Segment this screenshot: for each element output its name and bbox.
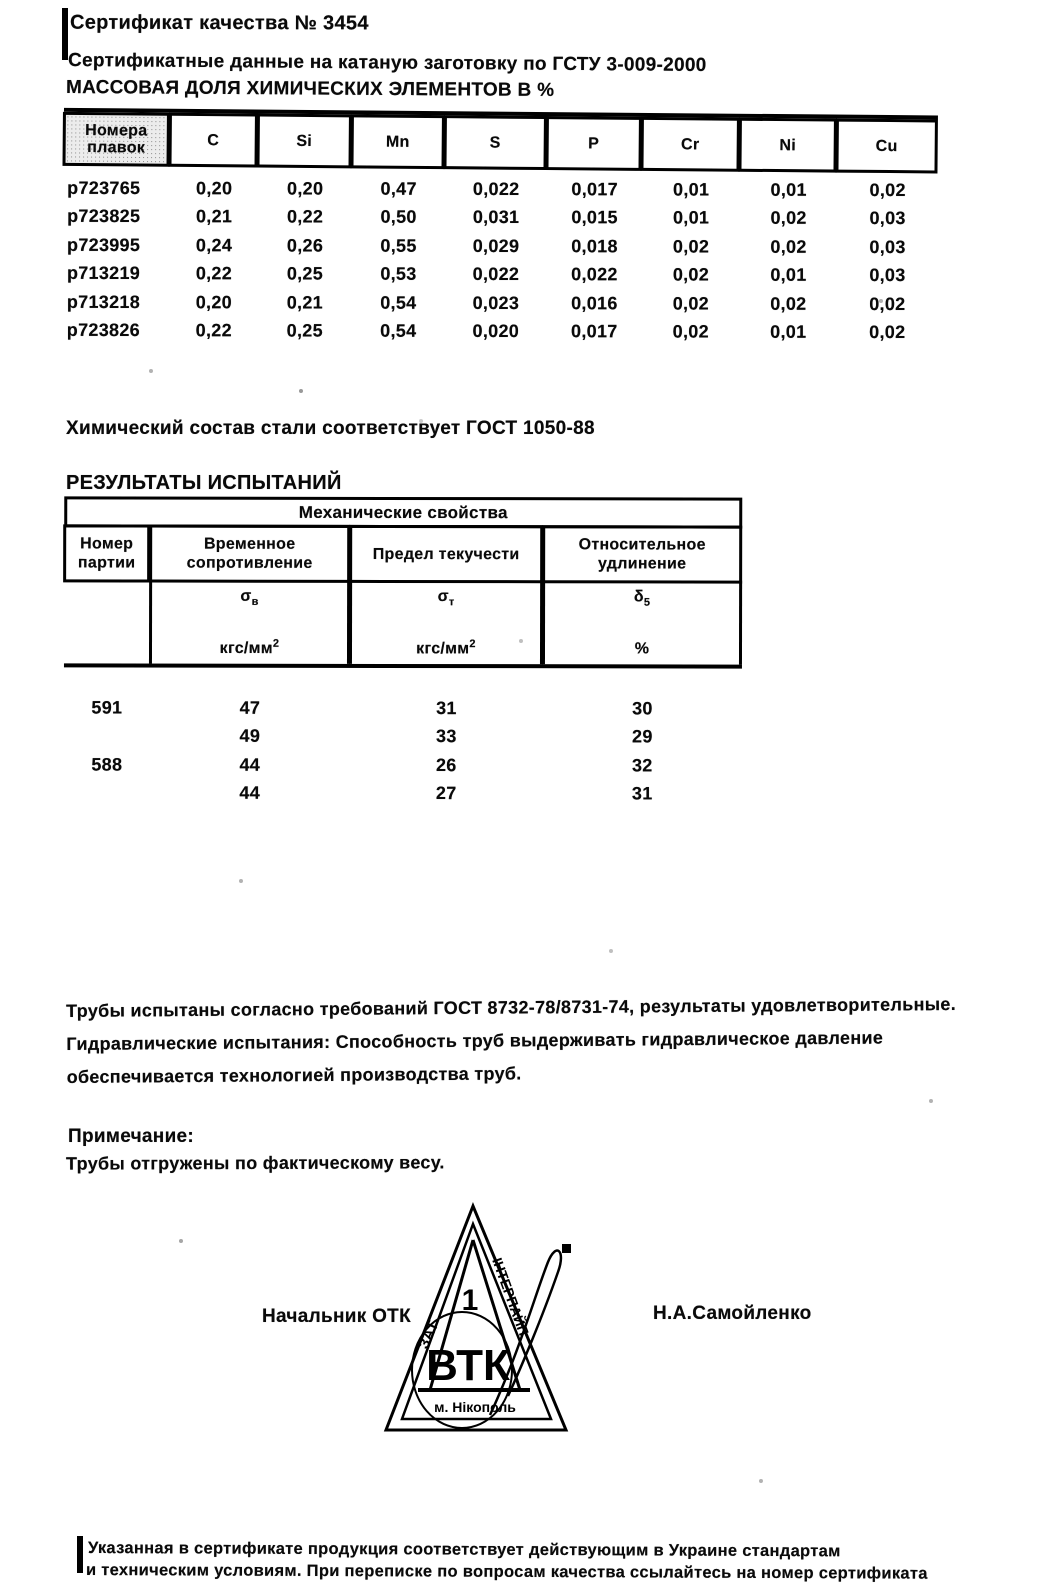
value-ni: 0,02 [770,207,807,229]
value-c: 0,24 [195,234,233,256]
chem-table-body [64,174,938,347]
value-p: 0,016 [571,292,618,314]
value-p: 0,017 [571,178,618,200]
elongation-value: 29 [632,726,653,747]
batch-number: 588 [91,754,123,775]
mech-symbol-yield [349,580,543,664]
heat-number: p723995 [67,234,141,255]
value-ni: 0,01 [770,321,807,343]
tests-line-1: Трубы испытаны согласно требований ГОСТ 8732-78/8731-74, результаты удовлетворительные. [66,994,957,1021]
batch-number [64,722,150,751]
certificate-title: Сертификат качества № 3454 [69,11,369,35]
value-ni: 0,02 [770,236,807,257]
stamp-side-right-text: ІНТЕРПАЙП [489,1255,533,1338]
chem-header-ni: Ni [738,118,836,173]
value-c: 0,22 [195,263,233,284]
batch-number: 591 [91,697,123,718]
chem-header-mn: Mn [350,114,444,169]
stamp-number: 1 [461,1284,479,1317]
table-row [64,750,742,780]
certificate-subtitle: Сертификатные данные на катаную заготовку по ГСТУ 3-009-2000 [67,50,707,77]
heat-number: p723825 [67,206,141,227]
mech-table-title: Механические свойства [64,496,742,528]
signature-role-label: Начальник ОТК [262,1306,411,1327]
mech-symbol-tensile [149,580,350,664]
value-cu: 0,02 [869,293,906,314]
value-si: 0,20 [287,178,324,199]
value-cu: 0,02 [869,322,906,343]
value-cr: 0,02 [672,236,710,257]
value-p: 0,022 [571,264,618,285]
tensile-value: 44 [239,754,261,775]
tests-paragraph [66,987,1032,1094]
yield-value: 31 [436,697,457,718]
chem-header-p: P [545,116,641,171]
tests-line-2: Гидравлические испытания: Способность труб выдерживать гидравлическое давление [66,1027,884,1054]
chem-header-s: S [443,115,546,170]
value-si: 0,22 [286,206,324,227]
value-cu: 0,02 [869,179,906,200]
stamp-outer-triangle [386,1206,566,1430]
value-p: 0,018 [571,235,618,257]
chem-header-c: C [168,113,257,168]
tensile-value: 44 [239,782,261,804]
value-si: 0,25 [286,263,324,284]
signature-pen-dot [562,1244,571,1253]
unit-superscript: 2 [469,637,476,650]
sigma-symbol: σ [240,587,252,605]
table-row [64,202,938,233]
tensile-value: 49 [239,725,261,747]
heat-number: p713219 [66,263,141,284]
mech-symbol-empty [63,579,150,663]
value-s: 0,022 [472,178,520,199]
note-line: Трубы отгружены по фактическому весу. [65,1152,445,1174]
elongation-value: 31 [631,783,653,804]
mech-header-batch: Номер партии [63,524,150,582]
unit-label: кгс/мм [219,639,273,657]
value-ni: 0,01 [770,264,807,286]
scan-noise [0,0,2,2]
mech-header-yield: Предел текучести [349,525,543,583]
value-mn: 0,47 [380,178,417,199]
table-row [64,693,742,723]
value-c: 0,20 [195,291,233,313]
chem-header-cu: Cu [835,119,937,174]
mechanical-properties-table [64,496,743,808]
table-row [64,316,938,347]
stamp-vtk-text: ВТК [426,1341,510,1390]
vtk-triangle-stamp [370,1200,690,1460]
unit-label: % [634,640,650,658]
delta-subscript: 5 [643,596,651,609]
elongation-value: 32 [631,755,653,776]
value-cu: 0,03 [869,236,906,257]
value-mn: 0,54 [380,320,417,342]
unit-superscript: 2 [272,637,280,650]
value-mn: 0,53 [380,263,417,285]
chem-table-caption: МАССОВАЯ ДОЛЯ ХИМИЧЕСКИХ ЭЛЕМЕНТОВ В % [65,77,555,101]
value-si: 0,25 [286,320,323,341]
table-row [64,174,938,205]
value-si: 0,26 [286,235,324,256]
value-mn: 0,55 [380,235,417,256]
signature-name-label: Н.А.Самойленко [653,1303,812,1324]
mech-symbol-elongation [542,580,742,664]
value-cu: 0,03 [869,208,906,229]
tensile-value: 47 [239,697,261,718]
tests-line-3: обеспечивается технологией производства труб. [66,1063,522,1087]
delta-symbol: δ [633,588,644,606]
value-p: 0,015 [571,207,618,228]
value-cr: 0,01 [672,207,710,228]
sigma-subscript: т [448,596,455,609]
note-heading: Примечание: [68,1126,195,1147]
mech-header-elongation: Относительное удлинение [542,525,742,583]
chemical-composition-table [64,108,938,346]
elongation-value: 30 [632,698,653,719]
value-c: 0,21 [195,206,233,227]
mech-table-body [64,693,742,808]
value-cr: 0,02 [672,321,709,342]
sigma-subscript: в [251,595,259,608]
value-s: 0,020 [472,321,520,342]
sigma-symbol: σ [437,588,449,606]
chem-table-header-row [63,108,937,174]
table-row [64,231,938,262]
yield-value: 33 [436,726,457,747]
value-mn: 0,54 [380,292,417,313]
stamp-city-text: м. Нікополь [434,1399,516,1415]
yield-value: 27 [435,783,457,804]
heat-number: p713218 [66,291,141,312]
chem-header-heats: Номера плавок [62,112,169,167]
value-ni: 0,02 [770,293,807,314]
value-cr: 0,02 [672,264,710,285]
mech-table-header-row [64,527,742,583]
table-row [64,779,742,809]
chem-header-si: Si [256,114,351,169]
value-ni: 0,01 [770,179,807,200]
yield-value: 26 [435,754,457,775]
unit-label: кгс/мм [416,640,470,658]
footer-line-2: и техническим условиям. При переписке по вопросам качества ссылайтесь на номер сертификата [85,1561,928,1583]
value-c: 0,22 [195,320,232,341]
footer-line-1: Указанная в сертификате продукция соответствует действующим в Украине стандартам [87,1539,841,1561]
value-s: 0,029 [472,235,520,256]
chem-header-cr: Cr [640,117,739,172]
value-mn: 0,50 [380,206,417,228]
heat-number: p723765 [67,177,141,198]
table-row [64,288,938,319]
mech-table-symbol-row [64,582,742,668]
value-s: 0,023 [472,292,520,313]
value-cu: 0,03 [869,265,906,286]
stamp-side-left-text: ЗАТ [415,1318,443,1352]
value-si: 0,21 [286,292,324,313]
table-row [64,722,742,752]
value-c: 0,20 [196,177,233,199]
value-cr: 0,01 [673,179,710,200]
value-s: 0,031 [472,207,520,228]
results-heading: РЕЗУЛЬТАТЫ ИСПЫТАНИЙ [66,472,342,494]
value-s: 0,022 [472,264,520,285]
chem-conformity-note: Химический состав стали соответствует ГОСТ 1050-88 [66,418,595,439]
value-p: 0,017 [571,321,618,342]
table-row [64,259,938,290]
mech-header-tensile: Временное сопротивление [149,525,350,583]
value-cr: 0,02 [672,293,710,314]
heat-number: p723826 [66,320,141,341]
batch-number [64,779,150,808]
footer-margin-bar [77,1536,83,1573]
